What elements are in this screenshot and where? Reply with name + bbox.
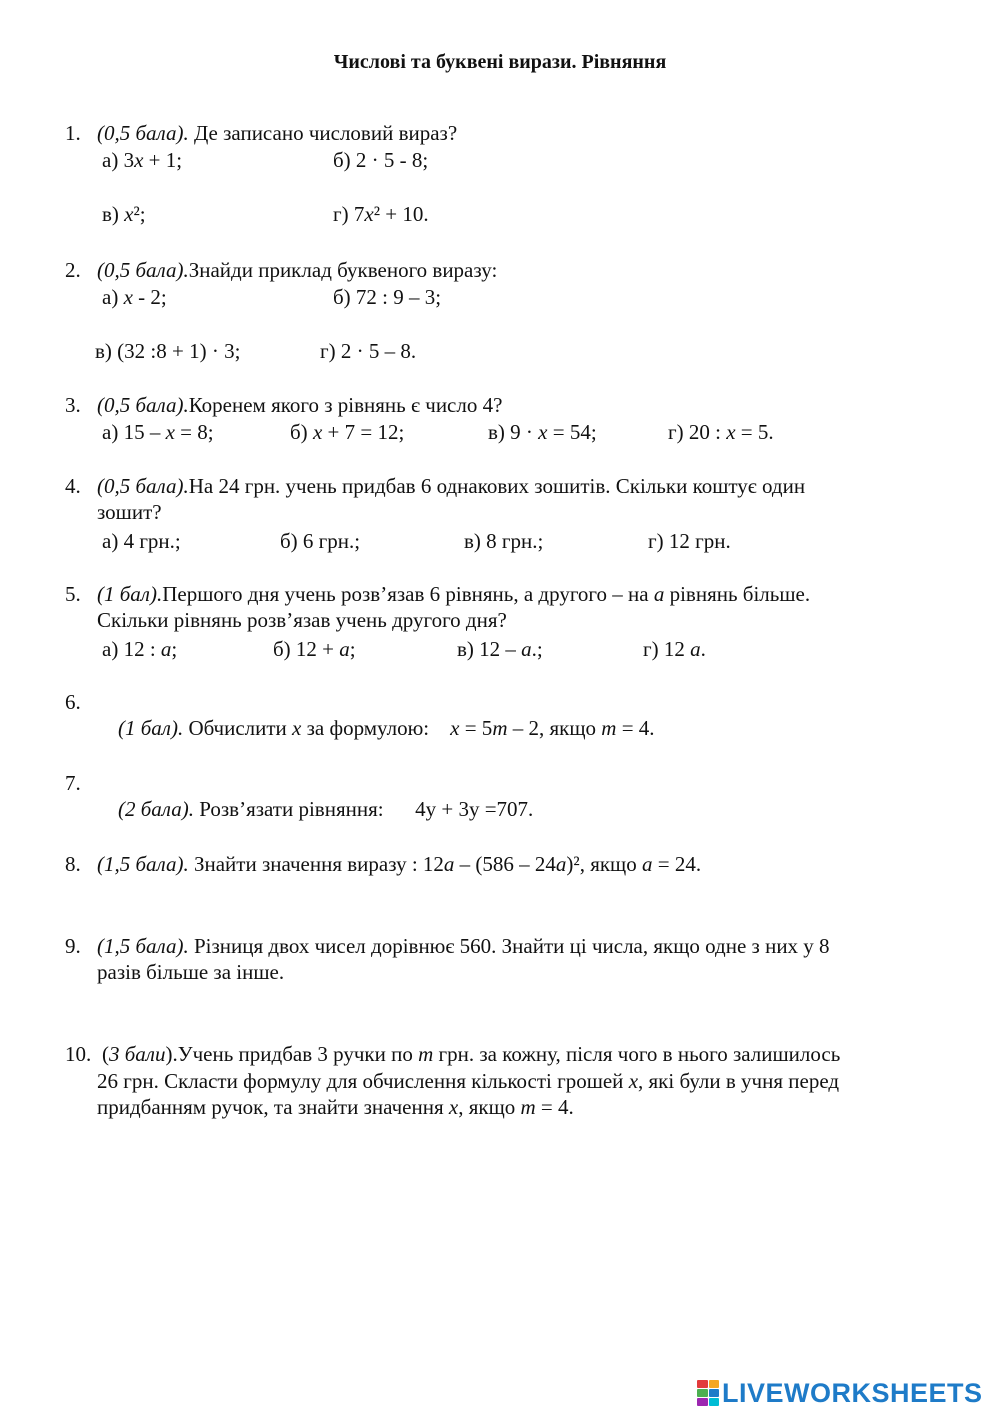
question-number: 3. xyxy=(65,393,81,417)
points-label: (1 бал). xyxy=(118,716,184,740)
option-g[interactable]: г) 7x² + 10. xyxy=(333,202,429,226)
points-label: (0,5 бала). xyxy=(97,393,189,417)
page-title: Числові та буквені вирази. Рівняння xyxy=(333,51,667,73)
question-number: 8. xyxy=(65,852,81,876)
option-b[interactable]: б) 6 грн.; xyxy=(280,529,361,553)
option-v[interactable]: в) x²; xyxy=(102,202,146,226)
points-label: (0,5 бала). xyxy=(97,474,189,498)
question-number: 1. xyxy=(65,121,81,145)
question-text: На 24 грн. учень придбав 6 однакових зошитів. Скільки коштує один xyxy=(188,474,806,498)
question-text: Коренем якого з рівнянь є число 4? xyxy=(188,393,503,417)
variable: a xyxy=(653,582,665,606)
points-label: (2 бала). xyxy=(118,797,194,821)
option-a[interactable]: а) 12 : a; xyxy=(102,637,178,661)
option-a[interactable]: а) x - 2; xyxy=(102,285,167,309)
option-g[interactable]: г) 20 : x = 5. xyxy=(668,420,774,444)
option-v[interactable]: в) 9 · x = 54; xyxy=(488,420,597,444)
question-number: 9. xyxy=(65,934,81,958)
option-b[interactable]: б) 12 + a; xyxy=(273,637,356,661)
option-g[interactable]: г) 2 · 5 – 8. xyxy=(320,339,417,363)
logo-icon xyxy=(697,1380,719,1406)
option-b[interactable]: б) 72 : 9 – 3; xyxy=(333,285,442,309)
question-number: 5. xyxy=(65,582,81,606)
question-text: Першого дня учень розв’язав 6 рівнянь, а другого – на xyxy=(162,582,654,606)
points-label: (1,5 бала). xyxy=(97,934,189,958)
option-a[interactable]: а) 15 – x = 8; xyxy=(102,420,214,444)
option-v[interactable]: в) 8 грн.; xyxy=(464,529,544,553)
question-text: Розв’язати рівняння: 4у + 3у =707. xyxy=(193,797,534,821)
logo-text: LIVEWORKSHEETS xyxy=(722,1378,983,1408)
option-v[interactable]: в) (32 :8 + 1) · 3; xyxy=(95,339,241,363)
option-b[interactable]: б) 2 · 5 - 8; xyxy=(333,148,429,172)
question-number: 10. xyxy=(65,1042,92,1066)
option-v[interactable]: в) 12 – a.; xyxy=(457,637,543,661)
option-a[interactable]: а) 4 грн.; xyxy=(102,529,181,553)
question-text-line2: зошит? xyxy=(97,500,162,524)
question-text-line2: разів більше за інше. xyxy=(97,960,285,984)
points-label: (1,5 бала). xyxy=(97,852,189,876)
question-number: 6. xyxy=(65,690,81,714)
question-text: Знайди приклад буквеного виразу: xyxy=(188,258,498,282)
liveworksheets-logo[interactable] xyxy=(697,1377,997,1409)
question-text-line2: Скільки рівнянь розв’язав учень другого дня? xyxy=(97,608,507,632)
question-text: Де записано числовий вираз? xyxy=(188,121,458,145)
points-label: (1 бал). xyxy=(97,582,163,606)
question-text: Різниця двох чисел дорівнює 560. Знайти ці числа, якщо одне з них у 8 xyxy=(188,934,830,958)
question-number: 2. xyxy=(65,258,81,282)
option-g[interactable]: г) 12 грн. xyxy=(648,529,731,553)
points-label: 3 бали xyxy=(109,1042,166,1066)
points-label: (0,5 бала). xyxy=(97,121,189,145)
question-number: 4. xyxy=(65,474,81,498)
option-g[interactable]: г) 12 a. xyxy=(643,637,706,661)
points-label: (0,5 бала). xyxy=(97,258,189,282)
option-b[interactable]: б) x + 7 = 12; xyxy=(290,420,405,444)
question-number: 7. xyxy=(65,771,81,795)
option-a[interactable]: а) 3x + 1; xyxy=(102,148,183,172)
